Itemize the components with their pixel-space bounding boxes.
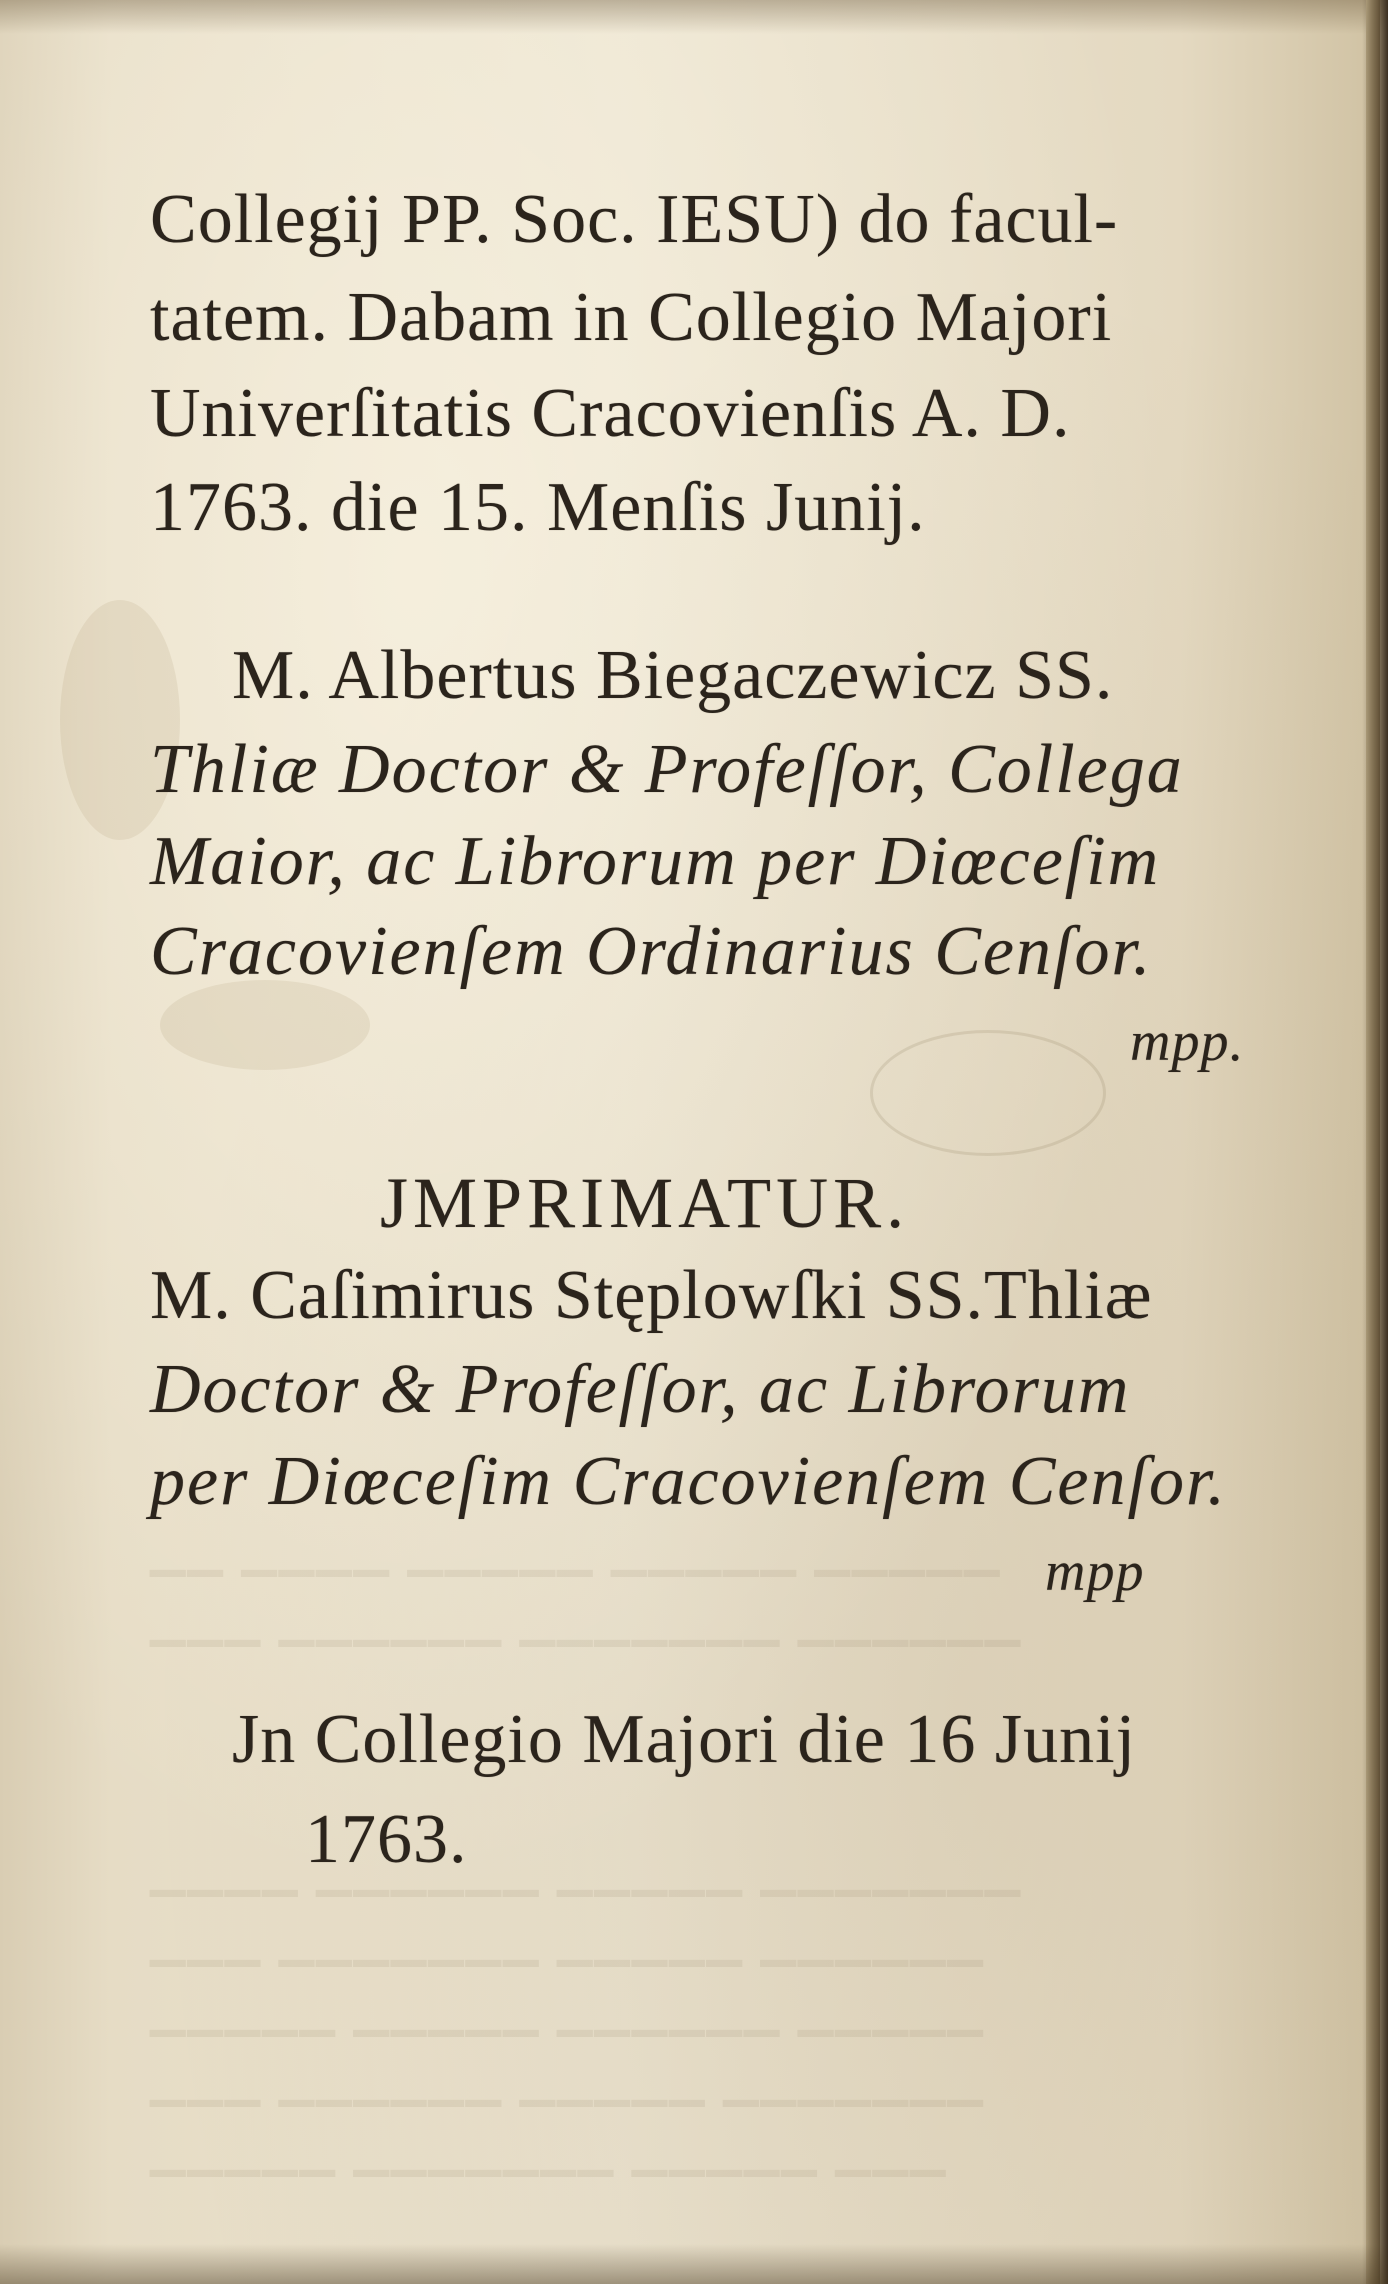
bleed-through-line: ▔▔▔▔▔ ▔▔▔▔▔▔▔ ▔▔▔▔▔ ▔▔▔ [150,2170,948,2224]
imprimatur-line: per Diœceſim Cracovienſem Cenſor. [150,1443,1227,1520]
imprimatur-heading: JMPRIMATUR. [380,1163,910,1243]
censor-name-line: M. Albertus Biegaczewicz SS. [232,637,1114,714]
imprimatur-line: Doctor & Profeſſor, ac Librorum [150,1351,1131,1428]
paper-stain [160,980,370,1070]
paragraph-line: tatem. Dabam in Collegio Majori [150,279,1113,356]
signature-mpp: mpp. [1130,1011,1245,1073]
dateline-line: Jn Collegio Majori die 16 Junij [232,1701,1137,1778]
page-bottom-edge [0,2244,1388,2284]
bleed-through-line: ▔▔▔ ▔▔▔▔▔▔ ▔▔▔▔▔▔▔ ▔▔▔▔▔▔ [150,1640,1023,1694]
paragraph-line: Collegij PP. Soc. IESU) do facul- [150,181,1119,258]
imprimatur-line: M. Caſimirus Stęplowſki SS.Thliæ [150,1257,1153,1334]
signature-mpp: mpp [1045,1541,1145,1603]
censor-title-line: Cracovienſem Ordinarius Cenſor. [150,913,1153,990]
censor-title-line: Thliæ Doctor & Profeſſor, Collega [150,731,1184,808]
paragraph-line: Univerſitatis Cracovienſis A. D. [150,375,1071,452]
bleed-through-line: ▔▔ ▔▔▔▔ ▔▔▔▔▔ ▔▔▔▔▔ ▔▔▔▔▔ [150,1570,1002,1624]
bleed-through-stamp [870,1030,1106,1156]
bleed-through-line: ▔▔▔▔ ▔▔▔▔▔▔ ▔▔▔▔▔ ▔▔▔▔▔▔▔ [150,1890,1023,1944]
page-top-edge [0,0,1388,34]
dateline-year: 1763. [305,1801,468,1878]
paragraph-line: 1763. die 15. Menſis Junij. [150,469,926,546]
bleed-through-line: ▔▔▔ ▔▔▔▔▔▔▔ ▔▔▔▔▔ ▔▔▔▔▔▔ [150,1960,985,2014]
bleed-through-line: ▔▔▔▔▔ ▔▔▔▔▔ ▔▔▔▔▔▔ ▔▔▔▔▔ [150,2030,985,2084]
page-gutter-shadow [1362,0,1388,2284]
censor-title-line: Maior, ac Librorum per Diœceſim [150,823,1161,900]
bleed-through-line: ▔▔▔ ▔▔▔▔▔▔ ▔▔▔▔▔ ▔▔▔▔▔▔▔ [150,2100,985,2154]
